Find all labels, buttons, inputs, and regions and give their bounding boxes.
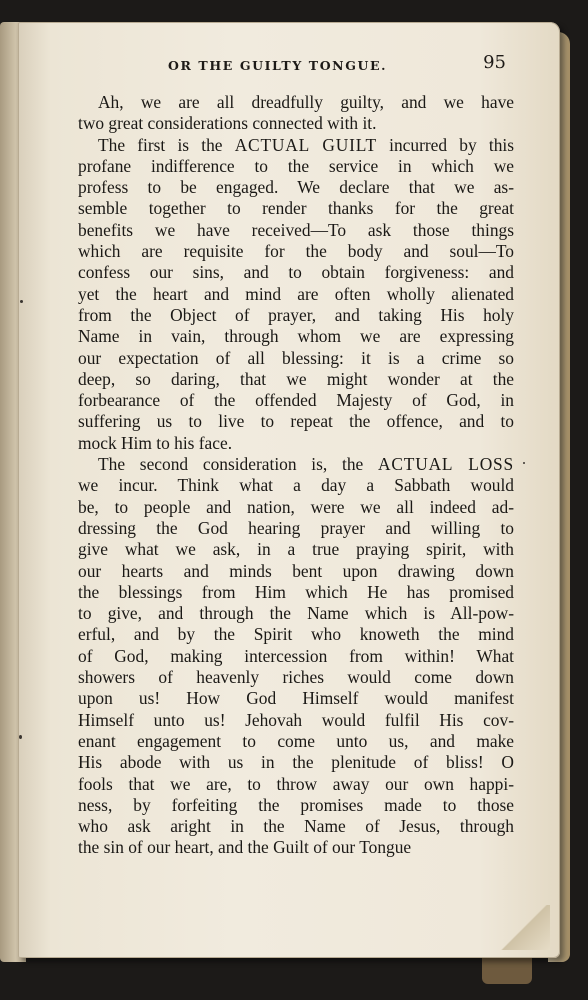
ink-speck — [20, 300, 23, 303]
text-line — [78, 752, 514, 773]
text-segment: incurred by this — [376, 134, 514, 155]
text-segment: erful, and by the Spirit who knoweth the mind — [78, 624, 514, 645]
small-caps-term: ACTUAL GUILT — [234, 134, 377, 155]
text-segment: The second consideration is, the — [98, 454, 379, 475]
text-segment: confess our sins, and to obtain forgiveness: and — [78, 262, 514, 283]
ink-speck — [19, 735, 22, 739]
text-segment: two great considerations connected with it. — [78, 113, 377, 134]
text-segment: enant engagement to come unto us, and make — [78, 730, 514, 751]
page-number: 95 — [483, 52, 506, 73]
text-line — [78, 795, 514, 816]
text-line — [78, 539, 514, 560]
text-line — [78, 390, 514, 411]
text-segment: semble together to render thanks for the great — [78, 198, 514, 219]
text-line — [78, 518, 514, 539]
text-segment: mock Him to his face. — [78, 432, 233, 453]
text-segment: dressing the God hearing prayer and willing to — [78, 517, 514, 538]
text-line — [78, 305, 514, 326]
text-segment: who ask aright in the Name of Jesus, through — [78, 816, 514, 837]
text-line — [78, 710, 514, 731]
text-segment: deep, so daring, that we might wonder at the — [78, 368, 514, 389]
text-line — [78, 646, 514, 667]
text-segment: to give, and through the Name which is All-pow- — [78, 603, 514, 624]
text-segment: Name in vain, through whom we are expressing — [78, 326, 514, 347]
text-segment: from the Object of prayer, and taking His holy — [78, 304, 514, 325]
text-line — [78, 624, 514, 645]
text-line — [78, 326, 514, 347]
running-head: OR THE GUILTY TONGUE. — [168, 58, 388, 73]
text-segment: the sin of our heart, and the Guilt of our Tongue — [78, 837, 412, 858]
text-segment: give what we ask, in a true praying spirit, with — [78, 539, 514, 560]
text-line — [78, 113, 514, 134]
text-line — [78, 220, 514, 241]
text-line — [78, 731, 514, 752]
text-line — [78, 582, 514, 603]
text-line — [78, 603, 514, 624]
text-segment: His abode with us in the plenitude of bliss! O — [78, 752, 514, 773]
text-line — [78, 774, 514, 795]
text-segment: yet the heart and mind are often wholly alienated — [78, 283, 514, 304]
text-line — [78, 816, 514, 837]
text-line — [78, 92, 514, 113]
text-line — [78, 262, 514, 283]
text-segment: forbearance of the offended Majesty of God, in — [78, 390, 514, 411]
small-caps-term: ACTUAL LOSS — [378, 454, 514, 475]
text-line — [78, 135, 514, 156]
text-line — [78, 433, 514, 454]
ink-speck — [523, 462, 525, 464]
text-segment: our hearts and minds bent upon drawing down — [78, 560, 514, 581]
text-line — [78, 411, 514, 432]
body-text — [78, 92, 514, 859]
text-segment: Ah, we are all dreadfully guilty, and we have — [98, 92, 514, 112]
text-line — [78, 454, 514, 475]
text-line — [78, 497, 514, 518]
text-line — [78, 688, 514, 709]
text-segment: ness, by forfeiting the promises made to those — [78, 794, 514, 815]
text-segment: benefits we have received—To ask those things — [78, 219, 514, 240]
text-line — [78, 241, 514, 262]
text-segment: be, to people and nation, were we all indeed ad- — [78, 496, 514, 517]
text-line — [78, 156, 514, 177]
text-line — [78, 177, 514, 198]
text-segment: Himself unto us! Jehovah would fulfil His cov- — [78, 709, 514, 730]
text-segment: profane indifference to the service in which we — [78, 155, 514, 176]
text-segment: which are requisite for the body and soul—To — [78, 241, 514, 262]
text-segment: fools that we are, to throw away our own happi- — [78, 773, 514, 794]
text-segment: our expectation of all blessing: it is a crime so — [78, 347, 514, 368]
text-line — [78, 475, 514, 496]
page-header — [76, 52, 508, 80]
text-line — [78, 561, 514, 582]
text-segment: we incur. Think what a day a Sabbath would — [78, 475, 514, 496]
text-line — [78, 284, 514, 305]
text-segment: suffering us to live to repeat the offence, and to — [78, 411, 514, 432]
text-segment: of God, making intercession from within! What — [78, 645, 514, 666]
text-segment: The first is the — [98, 134, 235, 155]
text-segment: showers of heavenly riches would come down — [78, 667, 514, 688]
text-segment: the blessings from Him which He has promised — [78, 581, 514, 602]
text-line — [78, 198, 514, 219]
text-line — [78, 369, 514, 390]
page-corner-fold — [500, 905, 550, 950]
binding-tab — [482, 958, 532, 984]
text-line — [78, 837, 514, 858]
text-segment: upon us! How God Himself would manifest — [78, 688, 514, 709]
text-segment: profess to be engaged. We declare that we as- — [78, 177, 514, 198]
text-line — [78, 348, 514, 369]
text-line — [78, 667, 514, 688]
